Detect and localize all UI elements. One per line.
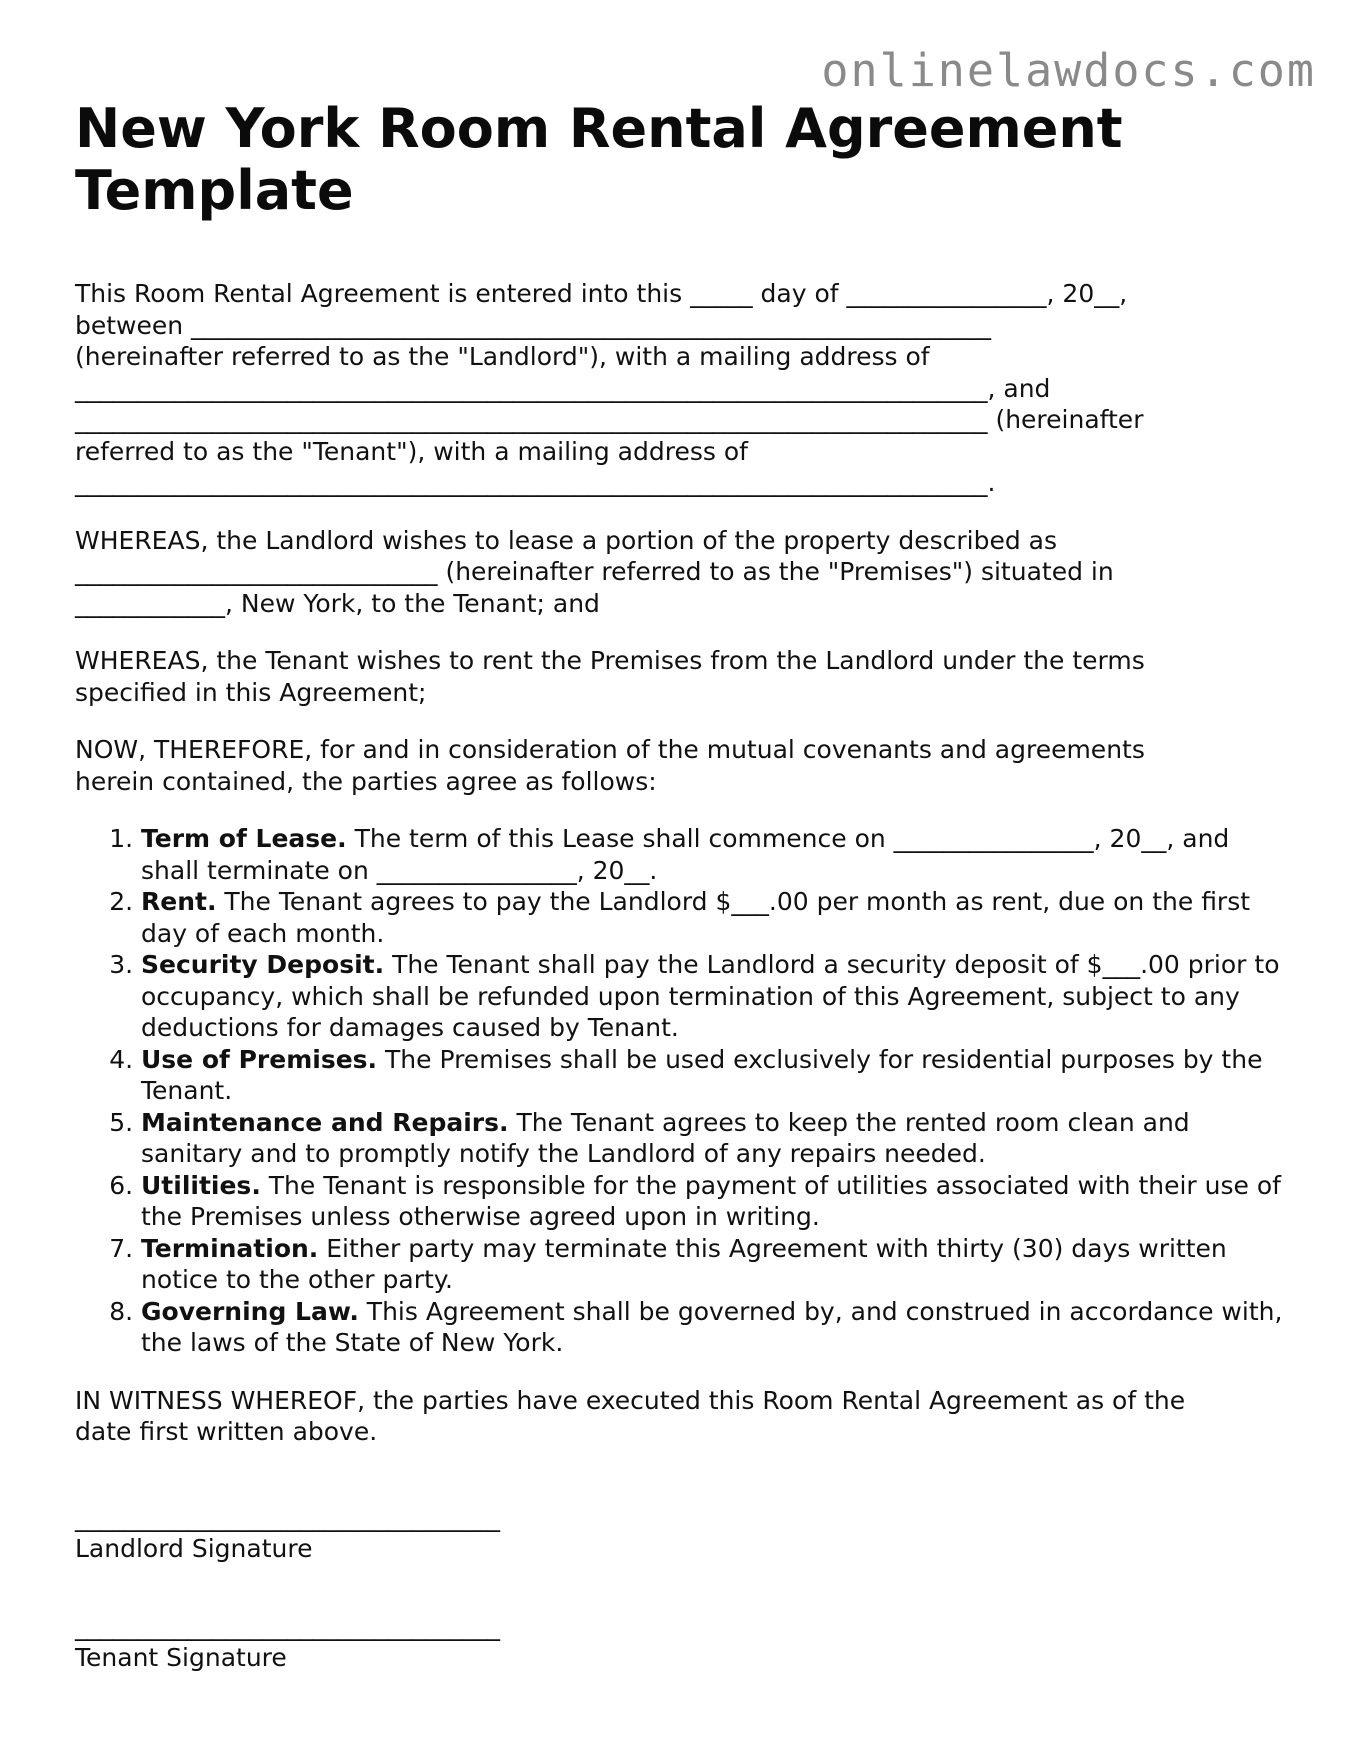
clause-item	[141, 1044, 1285, 1107]
document-page	[75, 98, 1285, 1674]
whereas-tenant-paragraph	[75, 645, 1285, 708]
clause-text: The Tenant is responsible for the payment of utilities associated with their use of the Premises unless otherwise agreed upon in writing.	[141, 1170, 1281, 1231]
clause-item	[141, 949, 1285, 1044]
now-therefore-paragraph	[75, 734, 1285, 797]
clause-item	[141, 823, 1285, 886]
intro-line: _________________________________________________________________________.	[75, 468, 996, 497]
clause-item	[141, 1107, 1285, 1170]
intro-line: This Room Rental Agreement is entered into this _____ day of ________________, 20__,	[75, 279, 1128, 308]
landlord-signature-block	[75, 1502, 1285, 1565]
clause-heading: Maintenance and Repairs.	[141, 1107, 509, 1137]
clause-heading: Term of Lease.	[141, 824, 347, 853]
witness-paragraph	[75, 1385, 1285, 1448]
whereas-line: specified in this Agreement;	[75, 677, 427, 707]
whereas-line: WHEREAS, the Landlord wishes to lease a portion of the property described as	[75, 525, 1058, 555]
whereas-line: _____________________________ (hereinafter referred to as the "Premises") situated in	[75, 557, 1114, 586]
watermark: onlinelawdocs.com	[821, 44, 1316, 97]
whereas-landlord-paragraph	[75, 525, 1285, 620]
intro-line: (hereinafter referred to as the "Landlord"), with a mailing address of	[75, 342, 930, 371]
clause-item	[141, 1170, 1285, 1233]
now-therefore-line: NOW, THEREFORE, for and in consideration of the mutual covenants and agreements	[75, 735, 1145, 764]
clause-text: The Tenant agrees to pay the Landlord $___.00 per month as rent, due on the first day of each month.	[141, 887, 1251, 948]
clause-heading: Governing Law.	[141, 1296, 359, 1326]
clause-heading: Termination.	[141, 1233, 319, 1263]
clause-text: The Premises shall be used exclusively for residential purposes by the Tenant.	[141, 1044, 1263, 1105]
clause-item	[141, 886, 1285, 949]
clause-text: This Agreement shall be governed by, and construed in accordance with, the laws of the State of New York.	[141, 1296, 1283, 1357]
clause-heading: Utilities.	[141, 1170, 261, 1200]
whereas-line: WHEREAS, the Tenant wishes to rent the Premises from the Landlord under the terms	[75, 646, 1145, 675]
clause-text: The Tenant shall pay the Landlord a security deposit of $___.00 prior to occupancy, which shall be refunded upon termination of this Agreement, subject to any deductions for damages caused by Tenant.	[141, 950, 1280, 1042]
clauses-list	[75, 823, 1285, 1359]
intro-line: _________________________________________________________________________ (hereinafter	[75, 405, 1144, 434]
intro-line: between ________________________________________________________________	[75, 310, 992, 340]
document-title: New York Room Rental Agreement Template	[75, 97, 1123, 222]
signature-label: Landlord Signature	[75, 1534, 313, 1563]
witness-line: IN WITNESS WHEREOF, the parties have executed this Room Rental Agreement as of the	[75, 1385, 1186, 1415]
tenant-signature-block	[75, 1611, 1285, 1674]
clause-text: The term of this Lease shall commence on ________________, 20__, and shall terminate on ________________, 20__.	[141, 824, 1230, 885]
clause-item	[141, 1233, 1285, 1296]
intro-paragraph	[75, 278, 1285, 499]
intro-line: _________________________________________________________________________, and	[75, 373, 1051, 403]
whereas-line: ____________, New York, to the Tenant; and	[75, 588, 600, 618]
signature-line: __________________________________	[75, 1502, 500, 1532]
clause-text: The Tenant agrees to keep the rented room clean and sanitary and to promptly notify the Landlord of any repairs needed.	[141, 1107, 1190, 1168]
witness-line: date first written above.	[75, 1417, 378, 1446]
signature-line: __________________________________	[75, 1611, 500, 1641]
signature-label: Tenant Signature	[75, 1643, 287, 1672]
clause-item	[141, 1296, 1285, 1359]
clause-heading: Rent.	[141, 887, 217, 916]
clause-heading: Security Deposit.	[141, 950, 385, 979]
clause-text: Either party may terminate this Agreement with thirty (30) days written notice to the other party.	[141, 1233, 1227, 1294]
clause-heading: Use of Premises.	[141, 1044, 378, 1074]
now-therefore-line: herein contained, the parties agree as follows:	[75, 766, 657, 796]
intro-line: referred to as the "Tenant"), with a mailing address of	[75, 436, 748, 466]
